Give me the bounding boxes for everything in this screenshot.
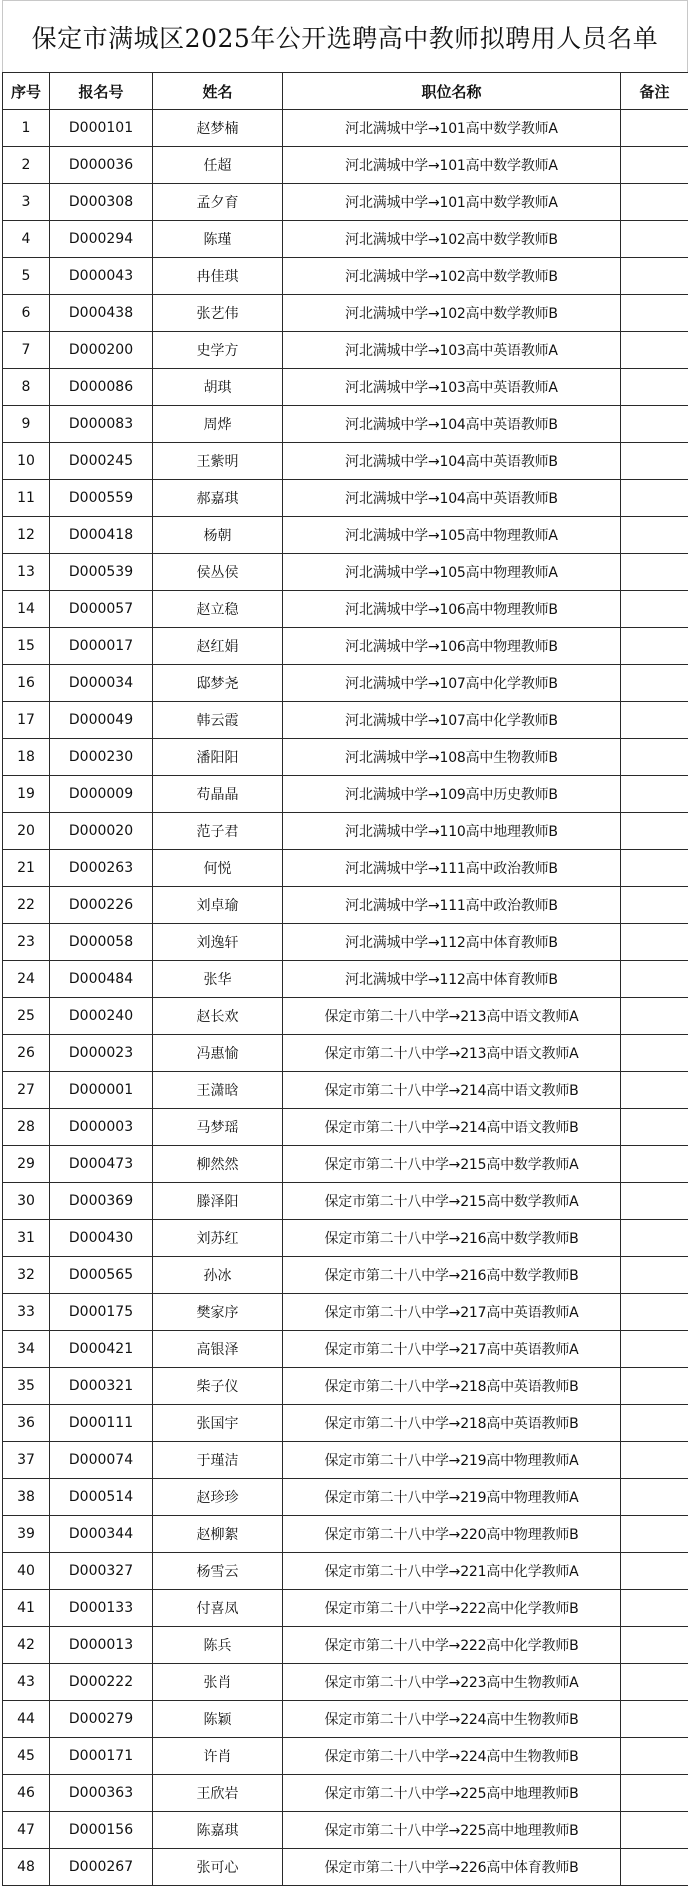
cell-note (621, 184, 688, 221)
cell-name: 柴子仪 (153, 1368, 283, 1405)
cell-position: 保定市第二十八中学→225高中地理教师B (283, 1775, 621, 1812)
cell-seq: 46 (3, 1775, 50, 1812)
cell-position: 保定市第二十八中学→216高中数学教师B (283, 1257, 621, 1294)
cell-note (621, 1331, 688, 1368)
cell-name: 赵珍珍 (153, 1479, 283, 1516)
cell-registration-id: D000484 (50, 961, 153, 998)
cell-position: 河北满城中学→105高中物理教师A (283, 517, 621, 554)
cell-registration-id: D000013 (50, 1627, 153, 1664)
cell-registration-id: D000009 (50, 776, 153, 813)
cell-position: 保定市第二十八中学→218高中英语教师B (283, 1405, 621, 1442)
cell-registration-id: D000344 (50, 1516, 153, 1553)
cell-note (621, 739, 688, 776)
cell-note (621, 1405, 688, 1442)
cell-registration-id: D000369 (50, 1183, 153, 1220)
cell-note (621, 1220, 688, 1257)
cell-seq: 45 (3, 1738, 50, 1775)
cell-registration-id: D000036 (50, 147, 153, 184)
table-row (3, 1701, 688, 1738)
table-row (3, 1849, 688, 1886)
cell-name: 张国宇 (153, 1405, 283, 1442)
cell-note (621, 1849, 688, 1886)
cell-position: 河北满城中学→101高中数学教师A (283, 184, 621, 221)
cell-seq: 11 (3, 480, 50, 517)
cell-seq: 18 (3, 739, 50, 776)
cell-note (621, 1035, 688, 1072)
cell-name: 王紫明 (153, 443, 283, 480)
cell-position: 河北满城中学→103高中英语教师A (283, 369, 621, 406)
cell-seq: 37 (3, 1442, 50, 1479)
table-row (3, 1183, 688, 1220)
cell-registration-id: D000049 (50, 702, 153, 739)
cell-note (621, 998, 688, 1035)
cell-position: 保定市第二十八中学→213高中语文教师A (283, 998, 621, 1035)
cell-registration-id: D000430 (50, 1220, 153, 1257)
cell-note (621, 1109, 688, 1146)
cell-note (621, 850, 688, 887)
cell-seq: 19 (3, 776, 50, 813)
table-body (3, 110, 688, 1886)
table-row (3, 1146, 688, 1183)
cell-position: 保定市第二十八中学→224高中生物教师B (283, 1738, 621, 1775)
cell-position: 河北满城中学→106高中物理教师B (283, 628, 621, 665)
table-row (3, 406, 688, 443)
cell-note (621, 813, 688, 850)
cell-position: 保定市第二十八中学→221高中化学教师A (283, 1553, 621, 1590)
cell-note (621, 1072, 688, 1109)
cell-name: 张肖 (153, 1664, 283, 1701)
cell-name: 陈颖 (153, 1701, 283, 1738)
cell-position: 保定市第二十八中学→217高中英语教师A (283, 1331, 621, 1368)
table-row (3, 776, 688, 813)
cell-position: 保定市第二十八中学→226高中体育教师B (283, 1849, 621, 1886)
cell-seq: 15 (3, 628, 50, 665)
cell-registration-id: D000171 (50, 1738, 153, 1775)
cell-seq: 25 (3, 998, 50, 1035)
cell-position: 河北满城中学→111高中政治教师B (283, 850, 621, 887)
cell-note (621, 924, 688, 961)
header-seq: 序号 (3, 73, 50, 110)
cell-position: 河北满城中学→106高中物理教师B (283, 591, 621, 628)
cell-seq: 8 (3, 369, 50, 406)
table-row (3, 1257, 688, 1294)
table-row (3, 850, 688, 887)
cell-note (621, 295, 688, 332)
table-row (3, 1553, 688, 1590)
cell-note (621, 369, 688, 406)
table-row (3, 295, 688, 332)
table-row (3, 1405, 688, 1442)
cell-position: 保定市第二十八中学→216高中数学教师B (283, 1220, 621, 1257)
cell-note (621, 1183, 688, 1220)
table-row (3, 1368, 688, 1405)
cell-seq: 10 (3, 443, 50, 480)
table-row (3, 998, 688, 1035)
header-note: 备注 (621, 73, 688, 110)
cell-note (621, 1590, 688, 1627)
cell-seq: 4 (3, 221, 50, 258)
table-row (3, 184, 688, 221)
table-row (3, 147, 688, 184)
cell-registration-id: D000111 (50, 1405, 153, 1442)
cell-note (621, 591, 688, 628)
cell-note (621, 221, 688, 258)
cell-note (621, 1442, 688, 1479)
cell-position: 保定市第二十八中学→214高中语文教师B (283, 1109, 621, 1146)
cell-note (621, 1294, 688, 1331)
cell-name: 苟晶晶 (153, 776, 283, 813)
cell-registration-id: D000514 (50, 1479, 153, 1516)
cell-name: 刘苏红 (153, 1220, 283, 1257)
cell-registration-id: D000200 (50, 332, 153, 369)
cell-registration-id: D000279 (50, 1701, 153, 1738)
cell-registration-id: D000294 (50, 221, 153, 258)
cell-note (621, 702, 688, 739)
cell-name: 孟夕育 (153, 184, 283, 221)
cell-name: 陈瑾 (153, 221, 283, 258)
cell-registration-id: D000308 (50, 184, 153, 221)
cell-position: 河北满城中学→102高中数学教师B (283, 258, 621, 295)
cell-name: 韩云霞 (153, 702, 283, 739)
cell-registration-id: D000101 (50, 110, 153, 147)
cell-registration-id: D000267 (50, 1849, 153, 1886)
cell-registration-id: D000263 (50, 850, 153, 887)
hire-list-table (2, 72, 688, 1886)
cell-position: 保定市第二十八中学→219高中物理教师A (283, 1479, 621, 1516)
cell-name: 冯惠愉 (153, 1035, 283, 1072)
cell-name: 赵长欢 (153, 998, 283, 1035)
cell-name: 赵梦楠 (153, 110, 283, 147)
cell-position: 河北满城中学→109高中历史教师B (283, 776, 621, 813)
cell-name: 赵柳絮 (153, 1516, 283, 1553)
cell-seq: 36 (3, 1405, 50, 1442)
cell-position: 河北满城中学→102高中数学教师B (283, 295, 621, 332)
cell-name: 任超 (153, 147, 283, 184)
cell-seq: 7 (3, 332, 50, 369)
cell-position: 河北满城中学→101高中数学教师A (283, 110, 621, 147)
table-row (3, 1738, 688, 1775)
cell-registration-id: D000083 (50, 406, 153, 443)
cell-name: 杨朝 (153, 517, 283, 554)
table-row (3, 1664, 688, 1701)
table-row (3, 1035, 688, 1072)
cell-name: 何悦 (153, 850, 283, 887)
table-row (3, 1627, 688, 1664)
table-row (3, 1109, 688, 1146)
cell-position: 河北满城中学→108高中生物教师B (283, 739, 621, 776)
table-row (3, 1516, 688, 1553)
cell-position: 河北满城中学→105高中物理教师A (283, 554, 621, 591)
cell-name: 樊家序 (153, 1294, 283, 1331)
table-row (3, 443, 688, 480)
cell-seq: 9 (3, 406, 50, 443)
table-row (3, 961, 688, 998)
cell-name: 高银泽 (153, 1331, 283, 1368)
table-row (3, 702, 688, 739)
header-name: 姓名 (153, 73, 283, 110)
cell-note (621, 665, 688, 702)
document-title: 保定市满城区2025年公开选聘高中教师拟聘用人员名单 (2, 0, 688, 72)
cell-seq: 34 (3, 1331, 50, 1368)
cell-name: 赵红娟 (153, 628, 283, 665)
cell-seq: 48 (3, 1849, 50, 1886)
cell-seq: 1 (3, 110, 50, 147)
cell-name: 付喜凤 (153, 1590, 283, 1627)
cell-note (621, 1479, 688, 1516)
cell-position: 保定市第二十八中学→219高中物理教师A (283, 1442, 621, 1479)
table-row (3, 887, 688, 924)
cell-registration-id: D000240 (50, 998, 153, 1035)
header-position: 职位名称 (283, 73, 621, 110)
table-row (3, 628, 688, 665)
cell-registration-id: D000418 (50, 517, 153, 554)
cell-seq: 21 (3, 850, 50, 887)
cell-name: 邸梦尧 (153, 665, 283, 702)
cell-position: 河北满城中学→112高中体育教师B (283, 961, 621, 998)
cell-seq: 22 (3, 887, 50, 924)
cell-registration-id: D000363 (50, 1775, 153, 1812)
cell-note (621, 110, 688, 147)
cell-position: 保定市第二十八中学→223高中生物教师A (283, 1664, 621, 1701)
cell-seq: 20 (3, 813, 50, 850)
cell-note (621, 1553, 688, 1590)
cell-position: 保定市第二十八中学→215高中数学教师A (283, 1183, 621, 1220)
cell-note (621, 517, 688, 554)
cell-seq: 30 (3, 1183, 50, 1220)
table-row (3, 1294, 688, 1331)
cell-seq: 39 (3, 1516, 50, 1553)
cell-note (621, 443, 688, 480)
cell-name: 杨雪云 (153, 1553, 283, 1590)
cell-registration-id: D000003 (50, 1109, 153, 1146)
cell-note (621, 1664, 688, 1701)
cell-name: 郝嘉琪 (153, 480, 283, 517)
table-row (3, 221, 688, 258)
cell-seq: 14 (3, 591, 50, 628)
cell-name: 王潇晗 (153, 1072, 283, 1109)
cell-name: 侯丛侯 (153, 554, 283, 591)
cell-name: 范子君 (153, 813, 283, 850)
cell-registration-id: D000043 (50, 258, 153, 295)
cell-seq: 47 (3, 1812, 50, 1849)
cell-seq: 24 (3, 961, 50, 998)
table-row (3, 258, 688, 295)
cell-registration-id: D000023 (50, 1035, 153, 1072)
cell-position: 河北满城中学→112高中体育教师B (283, 924, 621, 961)
cell-name: 陈兵 (153, 1627, 283, 1664)
cell-registration-id: D000057 (50, 591, 153, 628)
cell-registration-id: D000438 (50, 295, 153, 332)
table-row (3, 1331, 688, 1368)
cell-note (621, 1146, 688, 1183)
cell-registration-id: D000133 (50, 1590, 153, 1627)
cell-registration-id: D000473 (50, 1146, 153, 1183)
cell-name: 潘阳阳 (153, 739, 283, 776)
cell-seq: 6 (3, 295, 50, 332)
cell-registration-id: D000421 (50, 1331, 153, 1368)
cell-note (621, 258, 688, 295)
cell-registration-id: D000020 (50, 813, 153, 850)
table-row (3, 739, 688, 776)
cell-registration-id: D000559 (50, 480, 153, 517)
cell-seq: 27 (3, 1072, 50, 1109)
cell-registration-id: D000086 (50, 369, 153, 406)
cell-registration-id: D000565 (50, 1257, 153, 1294)
table-row (3, 1812, 688, 1849)
cell-seq: 31 (3, 1220, 50, 1257)
cell-note (621, 776, 688, 813)
cell-note (621, 628, 688, 665)
cell-registration-id: D000226 (50, 887, 153, 924)
cell-seq: 13 (3, 554, 50, 591)
cell-note (621, 1257, 688, 1294)
cell-registration-id: D000058 (50, 924, 153, 961)
cell-registration-id: D000156 (50, 1812, 153, 1849)
cell-registration-id: D000034 (50, 665, 153, 702)
cell-name: 刘卓瑜 (153, 887, 283, 924)
cell-position: 河北满城中学→107高中化学教师B (283, 665, 621, 702)
table-row (3, 1442, 688, 1479)
cell-name: 冉佳琪 (153, 258, 283, 295)
cell-note (621, 1775, 688, 1812)
cell-name: 张艺伟 (153, 295, 283, 332)
cell-note (621, 887, 688, 924)
cell-seq: 17 (3, 702, 50, 739)
cell-seq: 23 (3, 924, 50, 961)
cell-name: 张可心 (153, 1849, 283, 1886)
cell-note (621, 1701, 688, 1738)
cell-note (621, 147, 688, 184)
table-header-row (3, 73, 688, 110)
cell-position: 河北满城中学→104高中英语教师B (283, 480, 621, 517)
cell-name: 赵立稳 (153, 591, 283, 628)
table-row (3, 1479, 688, 1516)
cell-name: 柳然然 (153, 1146, 283, 1183)
cell-position: 河北满城中学→104高中英语教师B (283, 443, 621, 480)
table-row (3, 813, 688, 850)
cell-position: 保定市第二十八中学→225高中地理教师B (283, 1812, 621, 1849)
table-row (3, 665, 688, 702)
cell-seq: 32 (3, 1257, 50, 1294)
cell-registration-id: D000017 (50, 628, 153, 665)
cell-seq: 3 (3, 184, 50, 221)
cell-registration-id: D000321 (50, 1368, 153, 1405)
cell-name: 许肖 (153, 1738, 283, 1775)
cell-seq: 29 (3, 1146, 50, 1183)
cell-note (621, 1516, 688, 1553)
table-row (3, 332, 688, 369)
cell-position: 保定市第二十八中学→222高中化学教师B (283, 1627, 621, 1664)
cell-note (621, 480, 688, 517)
cell-position: 保定市第二十八中学→217高中英语教师A (283, 1294, 621, 1331)
cell-name: 周烨 (153, 406, 283, 443)
cell-seq: 26 (3, 1035, 50, 1072)
cell-seq: 16 (3, 665, 50, 702)
cell-position: 河北满城中学→101高中数学教师A (283, 147, 621, 184)
cell-name: 胡琪 (153, 369, 283, 406)
cell-name: 史学方 (153, 332, 283, 369)
cell-name: 王欣岩 (153, 1775, 283, 1812)
cell-seq: 35 (3, 1368, 50, 1405)
table-row (3, 1220, 688, 1257)
header-id: 报名号 (50, 73, 153, 110)
cell-note (621, 1812, 688, 1849)
cell-seq: 43 (3, 1664, 50, 1701)
cell-position: 保定市第二十八中学→213高中语文教师A (283, 1035, 621, 1072)
cell-name: 马梦瑶 (153, 1109, 283, 1146)
table-row (3, 554, 688, 591)
cell-position: 河北满城中学→107高中化学教师B (283, 702, 621, 739)
cell-name: 滕泽阳 (153, 1183, 283, 1220)
cell-position: 河北满城中学→103高中英语教师A (283, 332, 621, 369)
cell-registration-id: D000327 (50, 1553, 153, 1590)
cell-note (621, 332, 688, 369)
cell-note (621, 1738, 688, 1775)
cell-name: 孙冰 (153, 1257, 283, 1294)
table-row (3, 110, 688, 147)
cell-name: 于瑾洁 (153, 1442, 283, 1479)
cell-note (621, 1368, 688, 1405)
cell-seq: 38 (3, 1479, 50, 1516)
cell-name: 刘逸轩 (153, 924, 283, 961)
cell-position: 保定市第二十八中学→214高中语文教师B (283, 1072, 621, 1109)
cell-position: 保定市第二十八中学→220高中物理教师B (283, 1516, 621, 1553)
cell-seq: 40 (3, 1553, 50, 1590)
table-row (3, 480, 688, 517)
table-row (3, 924, 688, 961)
cell-position: 河北满城中学→110高中地理教师B (283, 813, 621, 850)
cell-seq: 5 (3, 258, 50, 295)
cell-seq: 42 (3, 1627, 50, 1664)
cell-position: 保定市第二十八中学→224高中生物教师B (283, 1701, 621, 1738)
cell-seq: 28 (3, 1109, 50, 1146)
cell-note (621, 406, 688, 443)
cell-registration-id: D000245 (50, 443, 153, 480)
cell-registration-id: D000175 (50, 1294, 153, 1331)
cell-position: 河北满城中学→111高中政治教师B (283, 887, 621, 924)
cell-position: 保定市第二十八中学→215高中数学教师A (283, 1146, 621, 1183)
cell-seq: 44 (3, 1701, 50, 1738)
table-row (3, 517, 688, 554)
cell-registration-id: D000539 (50, 554, 153, 591)
cell-registration-id: D000001 (50, 1072, 153, 1109)
cell-registration-id: D000222 (50, 1664, 153, 1701)
cell-note (621, 961, 688, 998)
cell-note (621, 554, 688, 591)
table-row (3, 369, 688, 406)
table-row (3, 1775, 688, 1812)
cell-position: 河北满城中学→102高中数学教师B (283, 221, 621, 258)
cell-position: 保定市第二十八中学→218高中英语教师B (283, 1368, 621, 1405)
table-row (3, 591, 688, 628)
cell-registration-id: D000074 (50, 1442, 153, 1479)
cell-seq: 2 (3, 147, 50, 184)
cell-position: 保定市第二十八中学→222高中化学教师B (283, 1590, 621, 1627)
cell-seq: 41 (3, 1590, 50, 1627)
cell-position: 河北满城中学→104高中英语教师B (283, 406, 621, 443)
table-row (3, 1072, 688, 1109)
cell-seq: 12 (3, 517, 50, 554)
cell-seq: 33 (3, 1294, 50, 1331)
cell-note (621, 1627, 688, 1664)
cell-registration-id: D000230 (50, 739, 153, 776)
cell-name: 陈嘉琪 (153, 1812, 283, 1849)
cell-name: 张华 (153, 961, 283, 998)
table-row (3, 1590, 688, 1627)
